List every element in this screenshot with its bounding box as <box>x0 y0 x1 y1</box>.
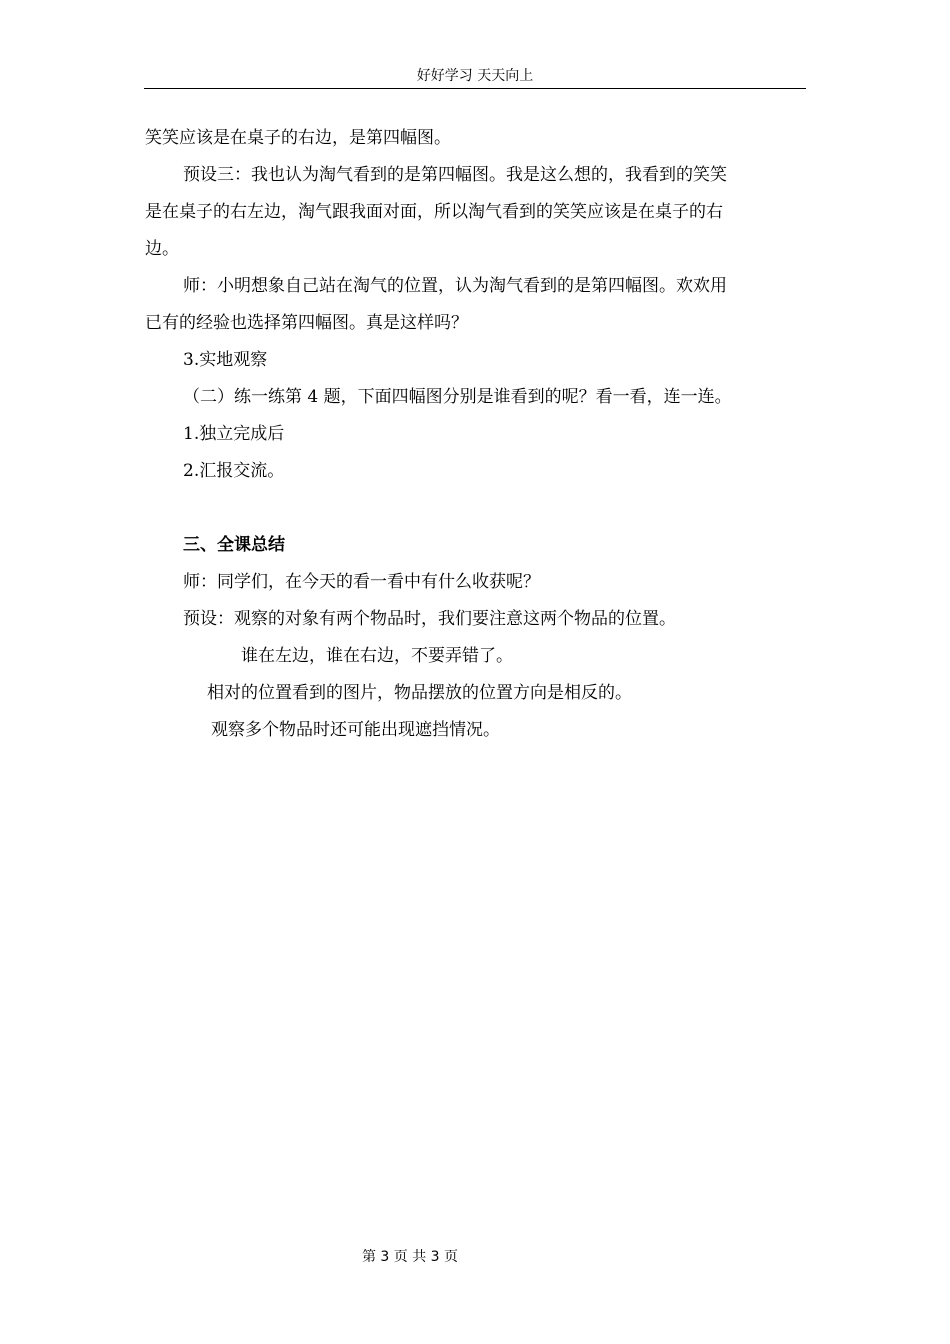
document-body <box>145 120 807 749</box>
paragraph-10: 谁在左边，谁在右边，不要弄错了。 <box>241 646 513 666</box>
paragraph-12: 观察多个物品时还可能出现遮挡情况。 <box>211 720 500 740</box>
paragraph-9: 预设：观察的对象有两个物品时，我们要注意这两个物品的位置。 <box>183 609 676 629</box>
page-header: 好好学习 天天向上 <box>416 68 534 84</box>
paragraph-3-line-1: 师：小明想象自己站在淘气的位置，认为淘气看到的是第四幅图。欢欢用 <box>183 276 727 296</box>
blank-line <box>145 490 807 527</box>
paragraph-4: 3.实地观察 <box>183 350 268 370</box>
page-footer: 第 3 页 共 3 页 <box>361 1249 459 1265</box>
paragraph-7: 2.汇报交流。 <box>183 461 285 481</box>
paragraph-5: （二）练一练第 4 题，下面四幅图分别是谁看到的呢？看一看，连一连。 <box>183 387 732 407</box>
header-divider <box>144 88 806 89</box>
paragraph-3-line-2: 已有的经验也选择第四幅图。真是这样吗？ <box>145 313 468 333</box>
paragraph-2-line-2: 是在桌子的右左边，淘气跟我面对面，所以淘气看到的笑笑应该是在桌子的右 <box>145 202 723 222</box>
paragraph-2-line-1: 预设三：我也认为淘气看到的是第四幅图。我是这么想的，我看到的笑笑 <box>183 165 727 185</box>
section-title: 三、全课总结 <box>183 535 285 555</box>
paragraph-11: 相对的位置看到的图片，物品摆放的位置方向是相反的。 <box>207 683 632 703</box>
paragraph-6: 1.独立完成后 <box>183 424 285 444</box>
paragraph-1: 笑笑应该是在桌子的右边，是第四幅图。 <box>145 128 451 148</box>
paragraph-2-line-3: 边。 <box>145 239 179 259</box>
paragraph-8: 师：同学们，在今天的看一看中有什么收获呢？ <box>183 572 540 592</box>
